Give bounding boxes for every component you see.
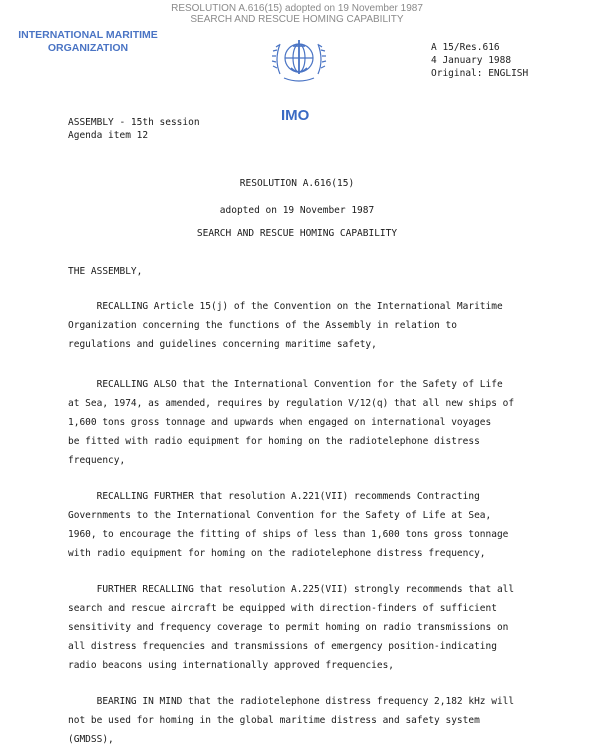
paragraph-line: regulations and guidelines concerning maritime safety, bbox=[68, 339, 377, 350]
resolution-subject: SEARCH AND RESCUE HOMING CAPABILITY bbox=[196, 228, 398, 239]
agenda-item: Agenda item 12 bbox=[68, 130, 149, 141]
preamble-paragraph bbox=[68, 375, 568, 470]
organization-name-line1: INTERNATIONAL MARITIME bbox=[18, 29, 158, 41]
paragraph-line: RECALLING Article 15(j) of the Convention on the International Maritime bbox=[68, 301, 503, 312]
paragraph-line: 1960, to encourage the fitting of ships of less than 1,600 tons gross tonnage bbox=[68, 529, 509, 540]
paragraph-line: sensitivity and frequency coverage to permit homing on radio transmissions on bbox=[68, 622, 509, 633]
assembly-label: THE ASSEMBLY, bbox=[68, 266, 143, 277]
preamble-paragraph bbox=[68, 487, 568, 563]
paragraph-line: 1,600 tons gross tonnage and upwards when engaged on international voyages bbox=[68, 417, 492, 428]
paragraph-line: FURTHER RECALLING that resolution A.225(VII) strongly recommends that all bbox=[68, 584, 515, 595]
paragraph-line: RECALLING FURTHER that resolution A.221(VII) recommends Contracting bbox=[68, 491, 480, 502]
paragraph-line: with radio equipment for homing on the radiotelephone distress frequency, bbox=[68, 548, 486, 559]
paragraph-line: BEARING IN MIND that the radiotelephone distress frequency 2,182 kHz will bbox=[68, 696, 515, 707]
organization-name-line2: ORGANIZATION bbox=[47, 42, 129, 54]
session-info bbox=[68, 116, 200, 142]
imo-logo-text: IMO bbox=[281, 107, 310, 124]
document-date: 4 January 1988 bbox=[431, 55, 512, 66]
organization-name bbox=[8, 29, 168, 55]
preamble-paragraph bbox=[68, 297, 568, 354]
preamble-paragraph bbox=[68, 580, 568, 675]
resolution-title: RESOLUTION A.616(15) bbox=[239, 178, 355, 189]
document-header bbox=[0, 3, 594, 25]
header-resolution-line: RESOLUTION A.616(15) adopted on 19 November 1987 bbox=[171, 3, 423, 14]
paragraph-line: (GMDSS), bbox=[68, 734, 114, 745]
document-number: A 15/Res.616 bbox=[431, 42, 500, 53]
adoption-date: adopted on 19 November 1987 bbox=[219, 205, 375, 216]
paragraph-line: be fitted with radio equipment for homing on the radiotelephone distress bbox=[68, 436, 480, 447]
paragraph-line: radio beacons using internationally approved frequencies, bbox=[68, 660, 395, 671]
paragraph-line: Governments to the International Convention for the Safety of Life at Sea, bbox=[68, 510, 492, 521]
preamble-paragraph bbox=[68, 692, 568, 749]
paragraph-line: search and rescue aircraft be equipped with direction-finders of sufficient bbox=[68, 603, 497, 614]
paragraph-line: all distress frequencies and transmissions of emergency position-indicating bbox=[68, 641, 497, 652]
paragraph-line: at Sea, 1974, as amended, requires by regulation V/12(q) that all new ships of bbox=[68, 398, 515, 409]
paragraph-line: not be used for homing in the global maritime distress and safety system bbox=[68, 715, 480, 726]
un-imo-emblem-icon bbox=[270, 30, 328, 84]
paragraph-line: Organization concerning the functions of the Assembly in relation to bbox=[68, 320, 457, 331]
paragraph-line: RECALLING ALSO that the International Convention for the Safety of Life bbox=[68, 379, 503, 390]
assembly-session: ASSEMBLY - 15th session bbox=[68, 117, 200, 128]
document-language: Original: ENGLISH bbox=[431, 68, 529, 79]
document-reference bbox=[431, 41, 528, 80]
header-subject-line: SEARCH AND RESCUE HOMING CAPABILITY bbox=[190, 14, 404, 25]
paragraph-line: frequency, bbox=[68, 455, 126, 466]
